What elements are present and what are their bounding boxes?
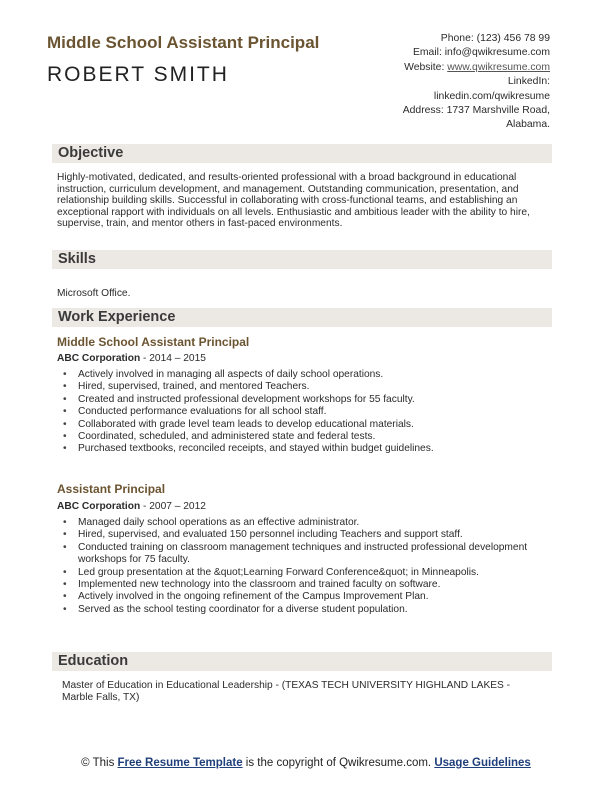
skills-heading: Skills — [58, 251, 96, 267]
skills-text: Microsoft Office. — [57, 288, 131, 299]
contact-website — [350, 61, 550, 75]
contact-linkedin-value: linkedin.com/qwikresume — [433, 90, 550, 102]
contact-block — [350, 32, 550, 133]
list-item: • Conducted performance evaluations for all school staff. — [57, 406, 552, 418]
contact-email — [350, 46, 550, 60]
job-2-bullets — [57, 517, 552, 616]
objective-text: Highly-motivated, dedicated, and results-oriented professional with a broad background in educational instruction, curriculum development, and management. Outstanding communication, presentation, and relationship building skills. Successful in collaborating with cross-functional teams, and establishing an exceptional rapport with individuals on all levels. Enthusiastic and ambitious leader with the ability to hire, supervise, train, and mentor others in fast-paced environments. — [57, 172, 530, 230]
education-text: Master of Education in Educational Leadership - (TEXAS TECH UNIVERSITY HIGHLAND LAKES - Marble Falls, TX) — [62, 680, 511, 703]
job-2-dates: - 2007 – 2012 — [140, 501, 206, 512]
footer-prefix: © This — [81, 757, 118, 769]
candidate-name: ROBERT SMITH — [47, 63, 229, 86]
list-item: • Led group presentation at the &quot;Learning Forward Conference&quot; in Minneapolis. — [57, 567, 552, 579]
list-item: • Created and instructed professional development workshops for 55 faculty. — [57, 394, 552, 406]
job-1-company-line — [57, 353, 206, 364]
job-2-title: Assistant Principal — [57, 482, 166, 496]
education-heading-bar — [52, 652, 552, 671]
education-heading: Education — [58, 653, 129, 669]
list-item: • Collaborated with grade level team leads to develop educational materials. — [57, 419, 552, 431]
list-item: • Coordinated, scheduled, and administered state and federal tests. — [57, 431, 552, 443]
job-2-company-line — [57, 501, 206, 512]
usage-guidelines-link[interactable]: Usage Guidelines — [434, 757, 531, 769]
list-item: • Hired, supervised, and evaluated 150 personnel including Teachers and support staff. — [57, 529, 552, 541]
job-title: Middle School Assistant Principal — [47, 33, 320, 52]
job-1-company: ABC Corporation — [57, 353, 141, 364]
email-label: Email: — [412, 47, 442, 59]
list-item: • Implemented new technology into the classroom and trained faculty on software. — [57, 579, 552, 591]
list-item: • Conducted training on classroom management techniques and instructed professional development workshops for 75 faculty. — [57, 542, 552, 567]
free-resume-template-link[interactable]: Free Resume Template — [117, 757, 243, 769]
website-label: Website: — [404, 61, 445, 73]
address-value: 1737 Marshville Road, Alabama. — [446, 105, 550, 131]
address-label: Address: — [402, 105, 444, 117]
email-value: info@qwikresume.com — [444, 47, 550, 59]
work-heading-bar — [52, 308, 552, 327]
job-1-bullets — [57, 369, 552, 456]
objective-heading-bar — [52, 144, 552, 163]
list-item: • Actively involved in the ongoing refinement of the Campus Improvement Plan. — [57, 591, 552, 603]
job-1-title: Middle School Assistant Principal — [57, 335, 250, 349]
list-item: • Served as the school testing coordinator for a diverse student population. — [57, 604, 552, 616]
objective-heading: Objective — [58, 145, 124, 161]
contact-address — [350, 104, 550, 133]
list-item: • Hired, supervised, trained, and mentored Teachers. — [57, 381, 552, 393]
footer — [0, 756, 612, 770]
phone-label: Phone: — [440, 33, 474, 44]
contact-linkedin-label: LinkedIn: — [507, 76, 550, 88]
job-2-company: ABC Corporation — [57, 501, 141, 512]
list-item: • Purchased textbooks, reconciled receipts, and stayed within budget guidelines. — [57, 443, 552, 455]
contact-phone — [350, 32, 550, 46]
work-heading: Work Experience — [58, 309, 176, 325]
website-link[interactable]: www.qwikresume.com — [447, 61, 550, 73]
skills-heading-bar — [52, 250, 552, 269]
list-item: • Actively involved in managing all aspects of daily school operations. — [57, 369, 552, 381]
job-1-dates: - 2014 – 2015 — [140, 353, 206, 364]
list-item: • Managed daily school operations as an effective administrator. — [57, 517, 552, 529]
phone-value: (123) 456 78 99 — [476, 33, 550, 44]
footer-middle: is the copyright of Qwikresume.com. — [242, 757, 435, 769]
